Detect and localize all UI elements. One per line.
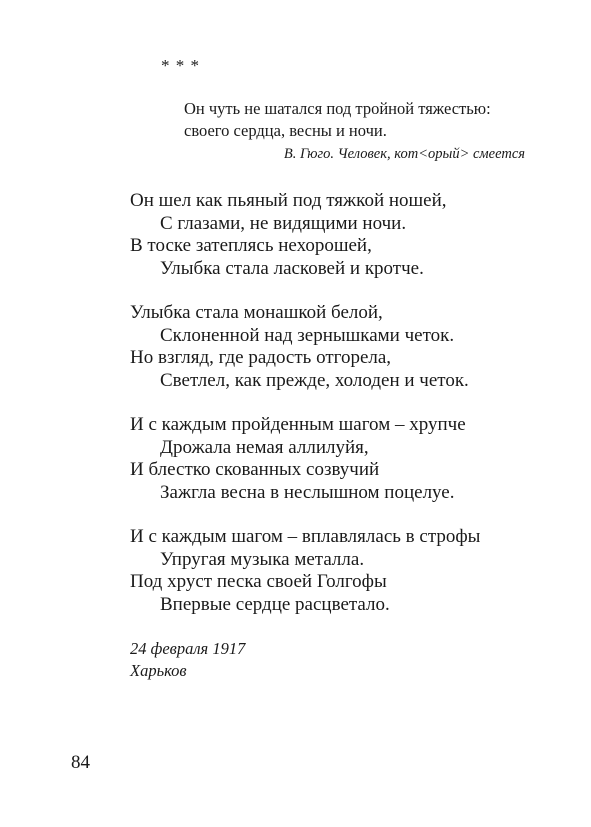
poem-line: Зажгла весна в неслышном поцелуе. bbox=[160, 481, 455, 503]
poem-line: Он шел как пьяный под тяжкой ношей, bbox=[130, 190, 447, 211]
poem-line: И с каждым шагом – вплавлялась в строфы bbox=[130, 526, 481, 547]
page-number: 84 bbox=[71, 752, 90, 773]
poem-line: В тоске затеплясь нехорошей, bbox=[130, 235, 372, 256]
section-separator: * * * bbox=[161, 56, 200, 75]
dateline bbox=[130, 638, 245, 682]
poem-place: Харьков bbox=[130, 661, 187, 680]
poem-line: Упругая музыка металла. bbox=[160, 548, 365, 570]
poem-line: Но взгляд, где радость отгорела, bbox=[130, 347, 392, 368]
poem-line: Дрожала немая аллилуйя, bbox=[160, 436, 369, 458]
poem-line: Светлел, как прежде, холоден и четок. bbox=[160, 369, 469, 391]
poem-line: Впервые сердце расцветало. bbox=[160, 593, 390, 615]
stanza bbox=[130, 302, 480, 392]
poem-line: Улыбка стала монашкой белой, bbox=[130, 302, 383, 323]
epigraph bbox=[184, 98, 491, 142]
epigraph-line: Он чуть не шатался под тройной тяжестью: bbox=[184, 99, 491, 118]
poem-line: Под хруст песка своей Голгофы bbox=[130, 571, 387, 592]
poem-date: 24 февраля 1917 bbox=[130, 639, 246, 658]
poem-line: Склоненной над зернышками четок. bbox=[160, 324, 455, 346]
poem-line: И блестко скованных созвучий bbox=[130, 459, 380, 480]
epigraph-line: своего сердца, весны и ночи. bbox=[184, 121, 387, 140]
poem-line: Улыбка стала ласковей и кротче. bbox=[160, 257, 424, 279]
epigraph-source: В. Гюго. Человек, кот<орый> смеется bbox=[283, 146, 525, 162]
stanza bbox=[130, 526, 480, 616]
stanza bbox=[130, 190, 480, 280]
poem-line: С глазами, не видящими ночи. bbox=[160, 212, 407, 234]
poem bbox=[130, 190, 480, 638]
poem-line: И с каждым пройденным шагом – хрупче bbox=[130, 414, 466, 435]
stanza bbox=[130, 414, 480, 504]
